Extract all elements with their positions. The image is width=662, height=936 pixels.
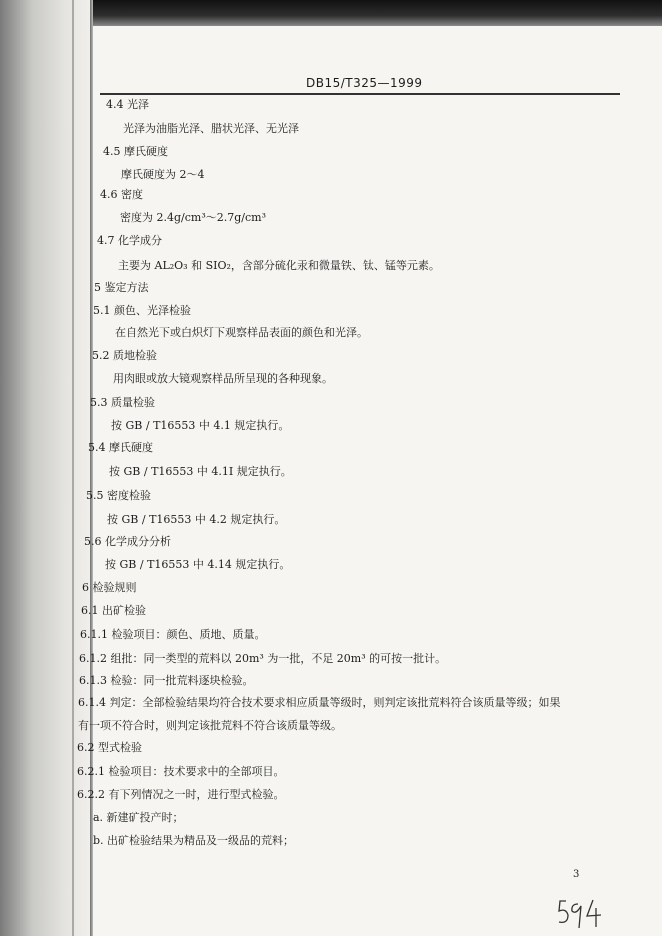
spine-fold-line bbox=[72, 0, 74, 936]
section-5-heading: 5 鉴定方法 bbox=[94, 281, 149, 294]
page-number: 3 bbox=[573, 869, 580, 880]
section-6-2-1: 6.2.1 检验项目：技术要求中的全部项目。 bbox=[77, 765, 285, 778]
section-6-1-3: 6.1.3 检验：同一批荒料逐块检验。 bbox=[79, 674, 254, 687]
section-6-2-2: 6.2.2 有下列情况之一时，进行型式检验。 bbox=[77, 788, 285, 801]
section-5-2-body: 用肉眼或放大镜观察样品所呈现的各种现象。 bbox=[113, 372, 333, 385]
section-4-5-body: 摩氏硬度为 2～4 bbox=[121, 168, 205, 181]
section-5-2-heading: 5.2 质地检验 bbox=[92, 349, 157, 362]
section-6-heading: 6 检验规则 bbox=[82, 581, 137, 594]
section-5-3-body: 按 GB / T16553 中 4.1 规定执行。 bbox=[111, 419, 290, 432]
header-rule bbox=[100, 93, 620, 95]
section-5-1-heading: 5.1 颜色、光泽检验 bbox=[93, 304, 191, 317]
section-6-1-2: 6.1.2 组批：同一类型的荒料以 20m³ 为一批，不足 20m³ 的可按一批计。 bbox=[79, 652, 447, 665]
section-6-1-heading: 6.1 出矿检验 bbox=[81, 604, 146, 617]
section-5-3-heading: 5.3 质量检验 bbox=[90, 396, 155, 409]
section-4-7-body: 主要为 AL₂O₃ 和 SIO₂，含部分硫化汞和微量铁、钛、锰等元素。 bbox=[118, 259, 440, 272]
section-5-4-heading: 5.4 摩氏硬度 bbox=[88, 441, 153, 454]
section-5-1-body: 在自然光下或白炽灯下观察样品表面的颜色和光泽。 bbox=[115, 326, 368, 339]
section-6-1-1: 6.1.1 检验项目：颜色、质地、质量。 bbox=[80, 628, 266, 641]
section-4-4-heading: 4.4 光泽 bbox=[106, 98, 149, 111]
list-item-a: a. 新建矿投产时； bbox=[93, 811, 184, 824]
section-5-6-heading: 5.6 化学成分分析 bbox=[84, 535, 171, 548]
list-item-b: b. 出矿检验结果为精品及一级品的荒料； bbox=[93, 834, 295, 847]
section-4-4-body: 光泽为油脂光泽、腊状光泽、无光泽 bbox=[123, 122, 299, 135]
scan-top-shadow bbox=[0, 0, 662, 26]
section-6-1-4: 6.1.4 判定：全部检验结果均符合技术要求相应质量等级时，则判定该批荒料符合该质量等级；如果 bbox=[78, 696, 561, 709]
section-4-5-heading: 4.5 摩氏硬度 bbox=[103, 145, 168, 158]
section-5-5-body: 按 GB / T16553 中 4.2 规定执行。 bbox=[107, 513, 286, 526]
section-5-6-body: 按 GB / T16553 中 4.14 规定执行。 bbox=[105, 558, 291, 571]
section-5-5-heading: 5.5 密度检验 bbox=[86, 489, 151, 502]
handwritten-page-mark bbox=[556, 895, 604, 929]
section-4-6-heading: 4.6 密度 bbox=[100, 188, 143, 201]
document-code-header: DB15/T325—1999 bbox=[306, 76, 423, 90]
section-6-2-heading: 6.2 型式检验 bbox=[77, 741, 142, 754]
section-6-1-4-cont: 有一项不符合时，则判定该批荒料不符合该质量等级。 bbox=[78, 719, 342, 732]
section-4-7-heading: 4.7 化学成分 bbox=[97, 234, 162, 247]
section-4-6-body: 密度为 2.4g/cm³～2.7g/cm³ bbox=[120, 211, 266, 224]
section-5-4-body: 按 GB / T16553 中 4.1I 规定执行。 bbox=[109, 465, 292, 478]
